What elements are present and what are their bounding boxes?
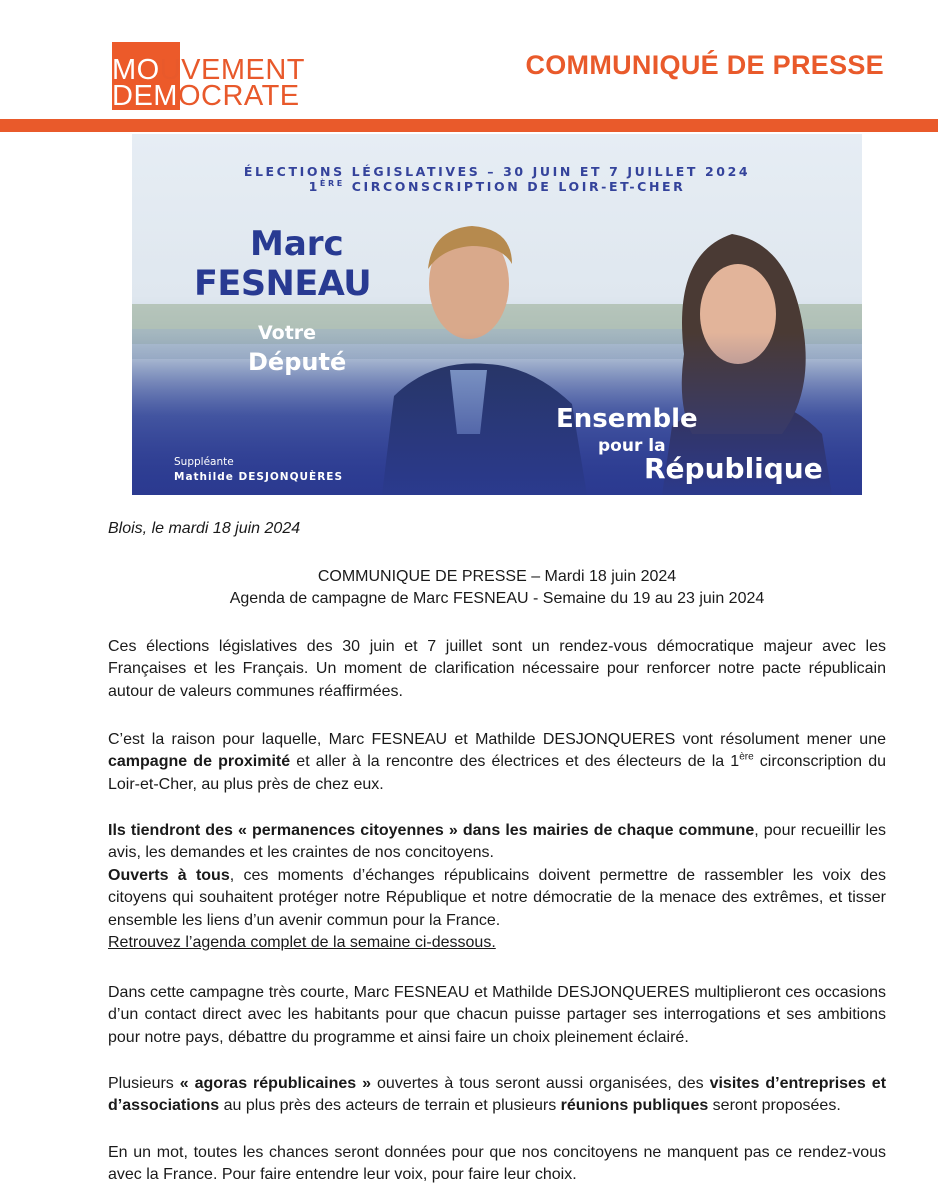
p2-text: C’est la raison pour laquelle, Marc FESNEAU et Mathilde DESJONQUERES vont résolument mener une (108, 731, 886, 748)
p2-text: et aller à la rencontre des électrices et des électeurs de la 1 (290, 753, 740, 771)
p5-bold: « agoras républicaines » (179, 1075, 372, 1092)
release-heading (108, 566, 886, 611)
p2-superscript: ère (739, 752, 754, 764)
banner-depute: Député (248, 348, 347, 376)
logo-text-part: DEM (112, 80, 178, 112)
circo-superscript: ÈRE (319, 179, 345, 188)
paragraph-1: Ces élections législatives des 30 juin et 7 juillet sont un rendez-vous démocratique majeur avec les Françaises et les Français. Un moment de clarification nécessaire pour renforcer notre pacte républicain autour de valeurs communes réaffirmées. (108, 638, 886, 700)
p2-text: circonscription du Loir-et-Cher, au plus près de chez eux. (108, 753, 887, 793)
logo-text-part: MO (112, 54, 160, 86)
p5-bold: visites d’entreprises et d’associations (108, 1075, 887, 1115)
press-release-title: COMMUNIQUÉ DE PRESSE (525, 50, 884, 80)
slogan-pour-la: pour la (598, 436, 666, 456)
p3-text: , ces moments d’échanges républicains doivent permettre de rassembler les voix des citoyens qui souhaitent protéger notre République et notre démocratie de la menace des extrêmes, et tisser ensemble les liens d’un avenir commun pour la France. (108, 866, 887, 929)
slogan-republique: République (644, 452, 823, 485)
p3-text: , pour recueillir les avis, les demandes et les craintes de nos concitoyens. (108, 822, 887, 862)
p5-bold: réunions publiques (560, 1097, 709, 1115)
campaign-banner (132, 134, 862, 495)
header-divider (0, 119, 938, 132)
heading-line-2: Agenda de campagne de Marc FESNEAU - Semaine du 19 au 23 juin 2024 (229, 590, 765, 608)
banner-circonscription-line (132, 179, 862, 194)
candidate-last-name: FESNEAU (194, 264, 372, 304)
paragraph-4: Dans cette campagne très courte, Marc FESNEAU et Mathilde DESJONQUERES multiplieront ces occasions d’un contact direct avec les habitants pour que chacun puisse partager ses interrogations et ses ambitions pour notre pays, débattre du programme et ainsi faire un choix pleinement éclairé. (108, 984, 886, 1046)
paragraph-6: En un mot, toutes les chances seront données pour que nos concitoyens ne manquent pas ce rendez-vous avec la France. Pour faire entendre leur voix, pour faire leur choix. (108, 1144, 886, 1184)
heading-line-1: COMMUNIQUE DE PRESSE – Mardi 18 juin 2024 (317, 568, 677, 585)
banner-elections-line: ÉLECTIONS LÉGISLATIVES – 30 JUIN ET 7 JUILLET 2024 (243, 164, 751, 179)
p5-text: ouvertes à tous seront aussi organisées, des (371, 1075, 710, 1092)
paragraph-2 (108, 729, 886, 796)
slogan-ensemble: Ensemble (556, 404, 698, 434)
candidate-first-name: Marc (250, 224, 344, 264)
logo-text-part: UVEMENT (159, 54, 306, 86)
paragraph-3 (108, 820, 886, 954)
agenda-link-text: Retrouvez l’agenda complet de la semaine ci-dessous. (108, 934, 496, 952)
paragraph-5 (108, 1073, 886, 1118)
dateline: Blois, le mardi 18 juin 2024 (108, 520, 301, 537)
p2-bold: campagne de proximité (108, 753, 291, 771)
logo-text-part: OCRATE (177, 80, 300, 112)
circo-number: 1 (308, 179, 320, 195)
suppleante-name: Mathilde DESJONQUÈRES (174, 471, 344, 483)
banner-votre: Votre (258, 322, 317, 344)
p3-bold: Ils tiendront des « permanences citoyennes » dans les mairies de chaque commune (108, 822, 755, 839)
p5-text: Plusieurs (108, 1075, 180, 1092)
p3-bold: Ouverts à tous (108, 866, 230, 884)
p5-text: au plus près des acteurs de terrain et plusieurs (219, 1097, 561, 1115)
logo-text-line2 (112, 82, 300, 111)
suppleante-label: Suppléante (174, 456, 234, 468)
circo-text: CIRCONSCRIPTION DE LOIR-ET-CHER (344, 179, 686, 195)
p5-text: seront proposées. (708, 1097, 841, 1115)
